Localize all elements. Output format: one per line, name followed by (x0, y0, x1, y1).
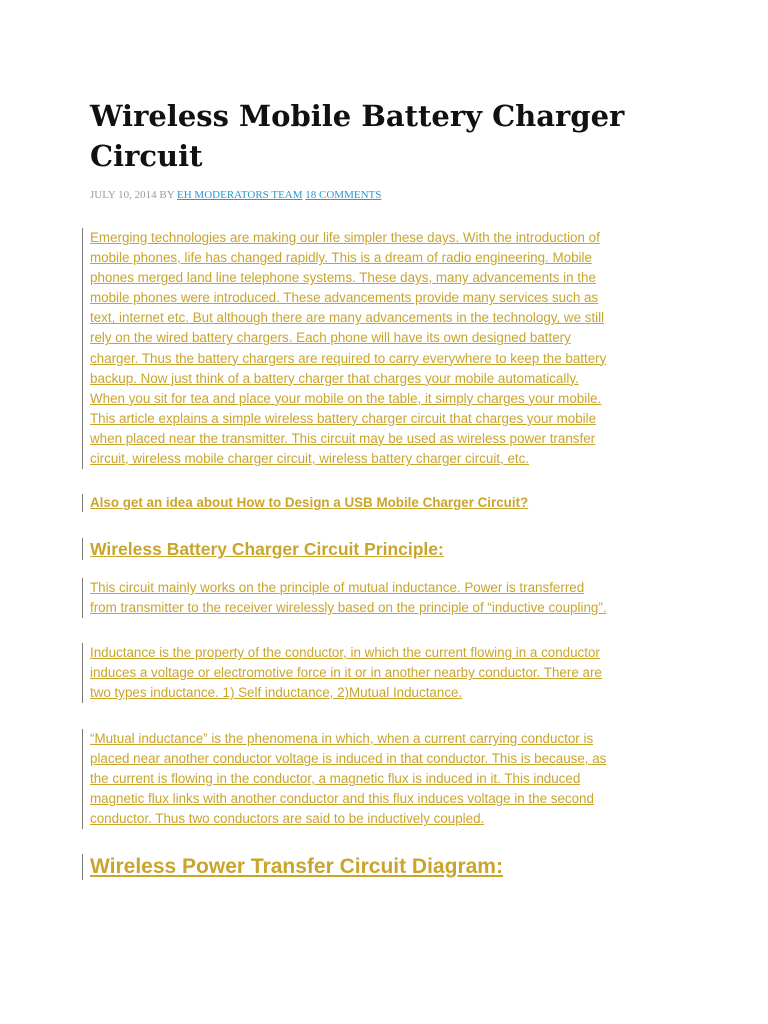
inductance-line: two types inductance. 1) Self inductance, 2)Mutual Inductance. (90, 685, 463, 701)
principle-paragraph[interactable] (90, 578, 680, 618)
principle-line: from transmitter to the receiver wirelessly based on the principle of “inductive coupling”. (90, 600, 607, 616)
circuit-diagram-heading[interactable]: Wireless Power Transfer Circuit Diagram: (90, 855, 503, 878)
post-date-byline: JULY 10, 2014 BY (90, 189, 178, 201)
intro-line: mobile phones were introduced. These advancements provide many services such as (90, 290, 599, 306)
inductance-paragraph-block (82, 643, 680, 703)
article-title: Wireless Mobile Battery Charger Circuit (90, 99, 625, 173)
intro-line: Emerging technologies are making our life simpler these days. With the introduction of (90, 230, 600, 245)
inductance-paragraph[interactable] (90, 643, 680, 703)
principle-paragraph-block (82, 578, 680, 618)
intro-line: backup. Now just think of a battery charger that charges your mobile automatically. (90, 370, 579, 386)
intro-line: when placed near the transmitter. This circuit may be used as wireless power transfer (90, 430, 596, 446)
intro-line: text, internet etc. But although there are many advancements in the technology, we still (90, 310, 605, 326)
principle-line: This circuit mainly works on the principle of mutual inductance. Power is transferred (90, 580, 585, 595)
inductance-line: induces a voltage or electromotive force in it or in another nearby conductor. There are (90, 665, 602, 681)
mutual-inductance-paragraph[interactable] (90, 729, 680, 829)
mutual-line: the current is flowing in the conductor, a magnetic flux is induced in it. This induced (90, 771, 581, 787)
article-meta (90, 188, 381, 202)
intro-line: circuit, wireless mobile charger circuit, wireless battery charger circuit, etc. (90, 451, 530, 467)
mutual-line: magnetic flux links with another conductor and this flux induces voltage in the second (90, 791, 594, 807)
principle-heading-block (82, 538, 444, 560)
intro-line: When you sit for tea and place your mobile on the table, it simply charges your mobile. (90, 390, 602, 406)
intro-paragraph[interactable] (90, 228, 680, 469)
intro-line: phones merged land line telephone systems. These days, many advancements in the (90, 270, 596, 286)
mutual-inductance-paragraph-block (82, 729, 680, 829)
comments-link[interactable]: 18 COMMENTS (305, 189, 382, 201)
intro-paragraph-block (82, 228, 680, 469)
intro-line: This article explains a simple wireless battery charger circuit that charges your mobile (90, 410, 597, 426)
intro-line: rely on the wired battery chargers. Each phone will have its own designed battery (90, 330, 571, 346)
principle-heading[interactable]: Wireless Battery Charger Circuit Principle: (90, 539, 444, 559)
usb-charger-related-link[interactable]: Also get an idea about How to Design a USB Mobile Charger Circuit? (90, 495, 529, 510)
mutual-line: placed near another conductor voltage is induced in that conductor. This is because, as (90, 751, 607, 767)
diagram-heading-block (82, 854, 503, 880)
intro-line: charger. Thus the battery chargers are required to carry everywhere to keep the battery (90, 350, 607, 366)
related-link-block (82, 494, 528, 512)
inductance-line: Inductance is the property of the conductor, in which the current flowing in a conductor (90, 645, 600, 660)
intro-line: mobile phones, life has changed rapidly. This is a dream of radio engineering. Mobile (90, 250, 592, 266)
mutual-line: conductor. Thus two conductors are said to be inductively coupled. (90, 811, 485, 827)
author-link[interactable]: EH MODERATORS TEAM (177, 189, 303, 201)
mutual-line: “Mutual inductance” is the phenomena in which, when a current carrying conductor is (90, 731, 594, 746)
